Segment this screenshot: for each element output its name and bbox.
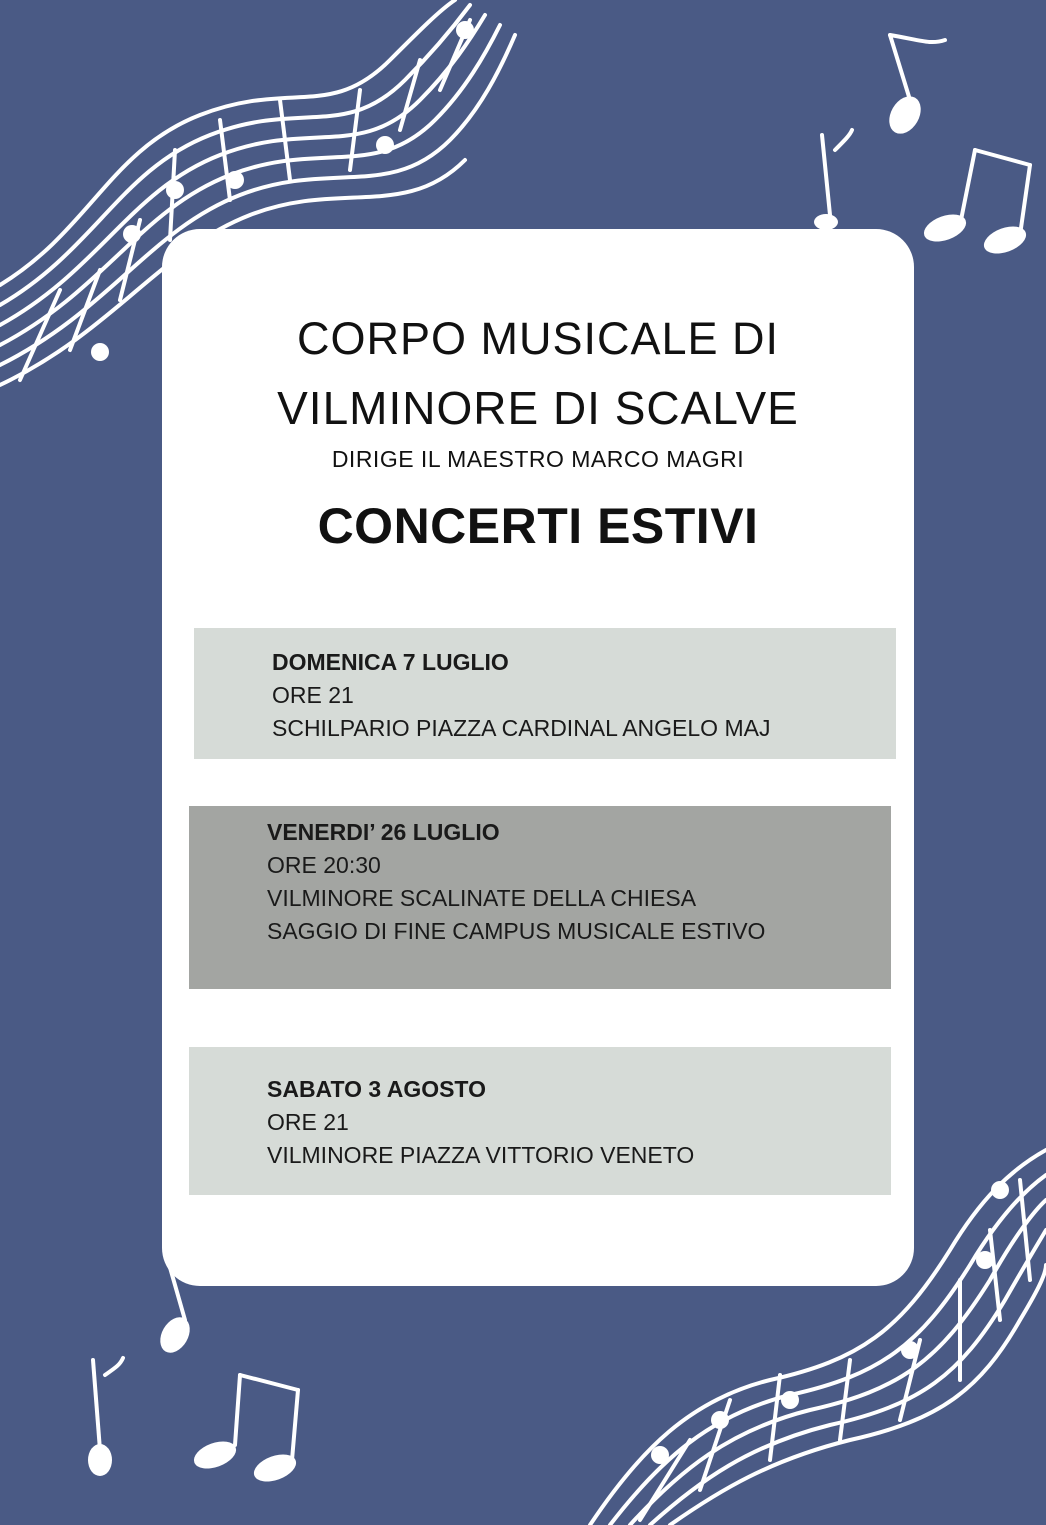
band-name-line-1: CORPO MUSICALE DI (296, 313, 780, 364)
conductor-subtitle: DIRIGE IL MAESTRO MARCO MAGRI (331, 446, 745, 472)
event-place: SCHILPARIO PIAZZA CARDINAL ANGELO MAJ (272, 715, 771, 741)
event-date: SABATO 3 AGOSTO (267, 1076, 486, 1102)
page-title: CONCERTI ESTIVI (317, 498, 759, 554)
event-card (189, 806, 891, 989)
event-date: VENERDI’ 26 LUGLIO (267, 819, 500, 845)
event-note: SAGGIO DI FINE CAMPUS MUSICALE ESTIVO (267, 918, 766, 944)
event-place: VILMINORE SCALINATE DELLA CHIESA (267, 885, 697, 911)
event-date: DOMENICA 7 LUGLIO (272, 649, 509, 675)
event-place: VILMINORE PIAZZA VITTORIO VENETO (267, 1142, 695, 1168)
event-card (189, 1047, 891, 1195)
event-time: ORE 20:30 (267, 852, 381, 878)
event-time: ORE 21 (272, 682, 354, 708)
info-card (162, 229, 914, 1286)
band-name-line-2: VILMINORE DI SCALVE (277, 382, 799, 434)
event-time: ORE 21 (267, 1109, 349, 1135)
event-card (194, 628, 896, 759)
